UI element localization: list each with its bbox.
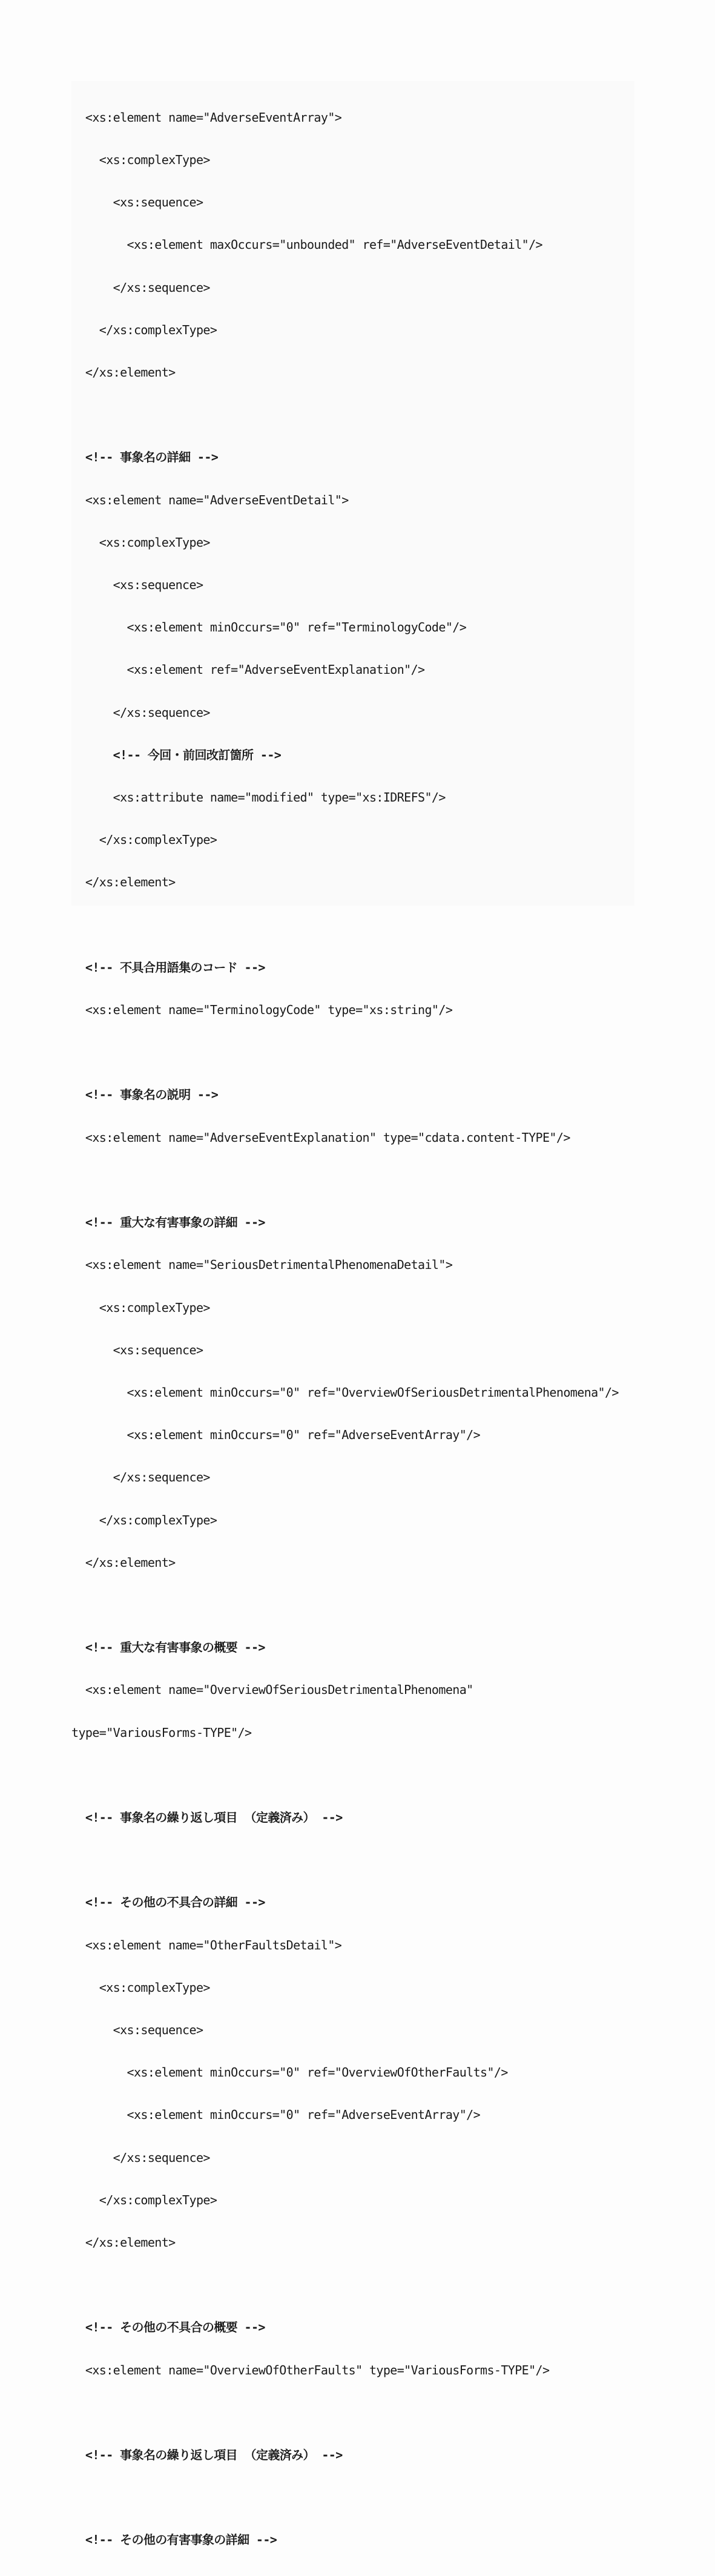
code-line: <xs:complexType> xyxy=(71,153,210,168)
code-line: <xs:element minOccurs="0" ref="AdverseEventArray"/> xyxy=(71,2107,481,2123)
code-line: <xs:sequence> xyxy=(71,195,203,210)
code-line: </xs:element> xyxy=(71,2235,176,2250)
code-comment: <!-- 重大な有害事象の概要 --> xyxy=(71,1640,265,1655)
code-comment: <!-- 事象名の繰り返し項目 （定義済み） --> xyxy=(71,2447,343,2462)
code-line: <xs:element minOccurs="0" ref="OverviewOfSeriousDetrimentalPhenomena"/> xyxy=(71,1385,619,1400)
code-line: </xs:sequence> xyxy=(71,280,210,295)
code-line: </xs:element> xyxy=(71,875,176,890)
code-line: <xs:element name="SeriousDetrimentalPhenomenaDetail"> xyxy=(71,1257,453,1273)
code-line: <xs:element name="TerminologyCode" type="xs:string"/> xyxy=(71,1003,453,1018)
code-comment: <!-- 不具合用語集のコード --> xyxy=(71,960,265,975)
code-line: <xs:sequence> xyxy=(71,1342,203,1357)
code-line: <xs:element maxOccurs="unbounded" ref="AdverseEventDetail"/> xyxy=(71,237,542,252)
code-line xyxy=(71,1853,677,1867)
code-comment: <!-- 事象名の詳細 --> xyxy=(71,450,219,465)
code-line: </xs:sequence> xyxy=(71,1470,210,1485)
code-line: <xs:element minOccurs="0" ref="OverviewOfOtherFaults"/> xyxy=(71,2065,508,2080)
code-comment: <!-- その他の有害事象の詳細 --> xyxy=(71,2532,277,2548)
code-line: </xs:complexType> xyxy=(71,2192,217,2207)
code-line: <xs:attribute name="modified" type="xs:IDREFS"/> xyxy=(71,790,446,805)
code-line xyxy=(71,1046,677,1059)
code-line: <xs:element name="OverviewOfOtherFaults" type="VariousForms-TYPE"/> xyxy=(71,2362,550,2377)
code-line xyxy=(71,1598,677,1612)
code-line: <xs:complexType> xyxy=(71,1980,210,1995)
code-line xyxy=(71,408,677,422)
code-line: <xs:sequence> xyxy=(71,2022,203,2037)
code-line: <xs:element name="AdverseEventDetail"> xyxy=(71,492,349,507)
code-line: <xs:element name="OtherFaultsDetail"> xyxy=(71,1937,342,1952)
code-line: <xs:element name="AdverseEventExplanation" type="cdata.content-TYPE"/> xyxy=(71,1130,570,1145)
code-line: <xs:element name="OverviewOfSeriousDetrimentalPhenomena" xyxy=(71,1682,473,1698)
code-line xyxy=(71,2278,677,2292)
code-line: </xs:complexType> xyxy=(71,322,217,337)
code-line: <xs:complexType> xyxy=(71,1300,210,1315)
code-comment: <!-- 重大な有害事象の詳細 --> xyxy=(71,1215,265,1230)
code-line xyxy=(71,918,677,932)
code-line: </xs:sequence> xyxy=(71,2150,210,2165)
code-line: type="VariousForms-TYPE"/> xyxy=(71,1725,252,1740)
code-line: </xs:element> xyxy=(71,1555,176,1570)
code-line xyxy=(71,2406,677,2420)
code-line: <xs:complexType> xyxy=(71,535,210,550)
code-line: <xs:element ref="AdverseEventExplanation"/> xyxy=(71,662,425,677)
code-line: </xs:sequence> xyxy=(71,705,210,720)
code-line: <xs:element minOccurs="0" ref="TerminologyCode"/> xyxy=(71,620,467,635)
code-line: </xs:complexType> xyxy=(71,832,217,848)
code-comment: <!-- 事象名の繰り返し項目 （定義済み） --> xyxy=(71,1810,343,1825)
code-line: <xs:element minOccurs="0" ref="AdverseEventArray"/> xyxy=(71,1428,481,1443)
code-line xyxy=(71,1173,677,1187)
code-line: <xs:sequence> xyxy=(71,578,203,593)
code-line: </xs:element> xyxy=(71,365,176,380)
code-comment: <!-- その他の不具合の概要 --> xyxy=(71,2320,265,2335)
code-line xyxy=(71,1768,677,1782)
code-line: <xs:element name="AdverseEventArray"> xyxy=(71,110,342,125)
xml-schema-code-block xyxy=(71,82,677,2576)
code-comment: <!-- 今回・前回改訂箇所 --> xyxy=(71,747,282,762)
code-comment: <!-- その他の不具合の詳細 --> xyxy=(71,1895,265,1910)
code-comment: <!-- 事象名の説明 --> xyxy=(71,1087,219,1102)
code-line: </xs:complexType> xyxy=(71,1512,217,1527)
code-line xyxy=(71,2491,677,2505)
